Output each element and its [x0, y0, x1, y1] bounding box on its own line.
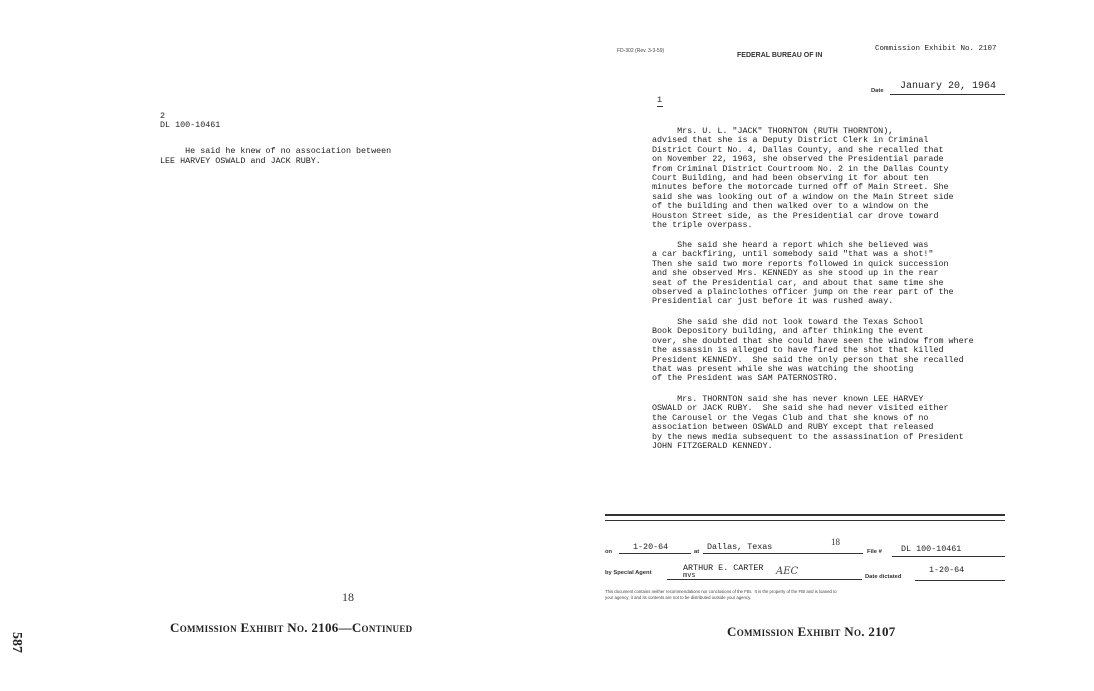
- footer-rule-top: [605, 514, 1005, 516]
- exhibit-header: Commission Exhibit No. 2107: [875, 45, 997, 53]
- text-line: seat of the Presidential car, and about that same time she: [652, 277, 944, 288]
- file-number-line: [892, 556, 1005, 557]
- at-label: at: [694, 549, 700, 555]
- typist-initials: mvs: [683, 572, 696, 580]
- text-line: District Court No. 4, Dallas County, and she recalled that: [652, 144, 944, 155]
- paragraph-4: [652, 395, 1012, 451]
- text-line: and she observed Mrs. KENNEDY as she stood up in the rear: [652, 268, 939, 279]
- right-page: [547, 0, 1094, 691]
- text-line: Mrs. THORNTON said she has never known LEE HARVEY: [652, 394, 924, 404]
- text-line: that was present while she was watching the shooting: [652, 364, 914, 375]
- disclaimer-line-2: your agency; it and its contents are not to be distributed outside your agency.: [605, 595, 752, 600]
- text-line: over, she doubted that she could have seen the window from where: [652, 335, 974, 346]
- paragraph-1: [652, 127, 1012, 230]
- text-line: President KENNEDY. She said the only person that she recalled: [652, 354, 964, 365]
- text-line: of the President was SAM PATERNOSTRO.: [652, 373, 838, 384]
- text-line: by the news media subsequent to the assassination of President: [652, 431, 964, 442]
- agency-header: FEDERAL BUREAU OF IN: [737, 52, 823, 59]
- text-line: Mrs. U. L. "JACK" THORNTON (RUTH THORNTON),: [652, 126, 894, 136]
- left-page: [0, 0, 540, 691]
- interview-place: Dallas, Texas: [707, 542, 773, 552]
- left-line-1: He said he knew of no association between: [160, 146, 392, 156]
- text-line: observed a plainclothes officer jump on the rear part of the: [652, 287, 954, 298]
- left-caption: Commission Exhibit No. 2106—Continued: [170, 620, 413, 635]
- text-line: Houston Street side, as the Presidential car drove toward: [652, 210, 939, 221]
- interview-date: 1-20-64: [633, 542, 669, 552]
- interview-date-line: [619, 553, 691, 554]
- date-underline: [890, 94, 1005, 95]
- text-line: the triple overpass.: [652, 220, 753, 231]
- text-line: minutes before the motorcade turned off of Main Street. She: [652, 182, 949, 193]
- text-line: the assassin is alleged to have fired the shot that killed: [652, 345, 944, 356]
- date-dictated: 1-20-64: [929, 565, 965, 575]
- text-line: a car backfiring, until somebody said "that was a shot!": [652, 249, 934, 260]
- date-dictated-label: Date dictated: [865, 574, 902, 580]
- file-number: DL 100-10461: [160, 120, 221, 130]
- special-agent-label: by Special Agent: [605, 570, 652, 576]
- interview-place-line: [703, 553, 863, 554]
- text-line: said she was looking out of a window on the Main Street side: [652, 191, 954, 202]
- file-label: File #: [867, 549, 882, 555]
- paragraph-2: [652, 241, 1012, 307]
- text-line: on November 22, 1963, she observed the Presidential parade: [652, 154, 944, 165]
- text-line: the Carousel or the Vegas Club and that she knows of no: [652, 412, 929, 423]
- agent-name: ARTHUR E. CARTER: [683, 563, 764, 573]
- date-dictated-line: [915, 580, 1005, 581]
- text-line: Presidential car just before it was rushed away.: [652, 296, 894, 307]
- form-code: FD-302 (Rev. 3-3-59): [617, 48, 665, 54]
- page-number: 18: [342, 590, 354, 604]
- text-line: Court Building, and had been observing it for about ten: [652, 173, 929, 184]
- text-line: JOHN FITZGERALD KENNEDY.: [652, 441, 773, 452]
- date-label: Date: [871, 88, 884, 94]
- text-line: of the building and then walked over to a window on the: [652, 201, 929, 212]
- paragraph-3: [652, 318, 1012, 384]
- report-date: January 20, 1964: [900, 81, 997, 92]
- text-line: She said she did not look toward the Texas School: [652, 317, 924, 327]
- text-line: Book Depository building, and after thinking the event: [652, 326, 924, 337]
- page-serial: 1: [657, 95, 663, 105]
- text-line: She said she heard a report which she believed was: [652, 240, 929, 250]
- right-caption: Commission Exhibit No. 2107: [727, 624, 896, 639]
- margin-page-number: 587: [9, 632, 24, 653]
- text-line: OSWALD or JACK RUBY. She said she had never visited either: [652, 403, 949, 414]
- left-line-2: LEE HARVEY OSWALD and JACK RUBY.: [160, 156, 321, 166]
- text-line: Then she said two more reports followed in quick succession: [652, 258, 949, 269]
- disclaimer-line-1: This document contains neither recommendations nor conclusions of the FBI. It is the property of the FBI and is loaned to: [605, 589, 837, 594]
- serial-number: 2: [160, 111, 166, 121]
- text-line: association between OSWALD and RUBY except that released: [652, 422, 934, 433]
- serial-underline: [657, 106, 663, 107]
- agent-signature-initials: AEC: [776, 566, 799, 577]
- footer-rule-bottom: [605, 520, 1005, 521]
- handwritten-mark: 18: [831, 537, 840, 547]
- text-line: from Criminal District Courtroom No. 2 in the Dallas County: [652, 163, 949, 174]
- on-label: on: [605, 549, 613, 555]
- footer-file-number: DL 100-10461: [901, 544, 962, 554]
- agent-line: [667, 579, 862, 580]
- text-line: advised that she is a Deputy District Clerk in Criminal: [652, 135, 929, 146]
